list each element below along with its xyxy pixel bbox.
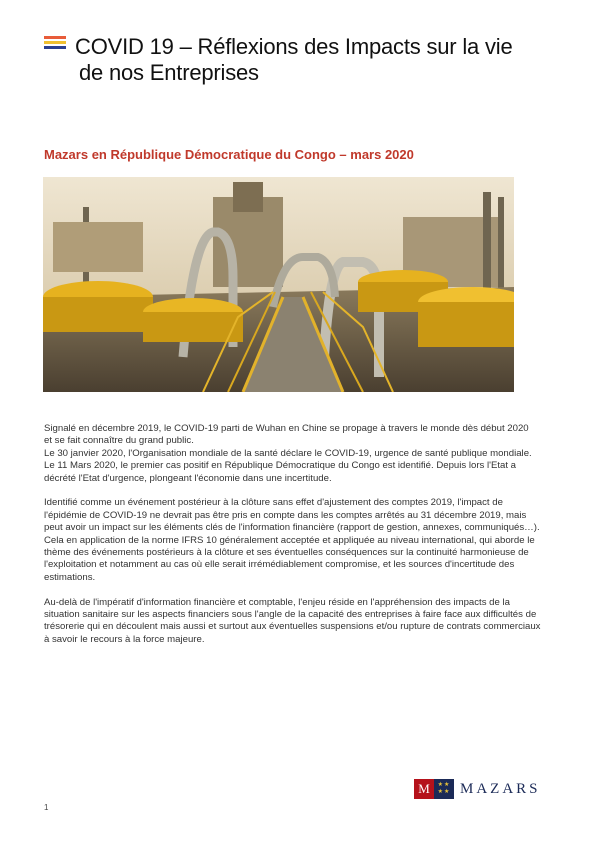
paragraph-1-line: et se fait connaître du grand public. — [44, 435, 194, 447]
paragraph-1 — [44, 423, 553, 485]
page-title — [75, 34, 575, 86]
title-line-2: de nos Entreprises — [79, 60, 259, 85]
flag-stripe-orange — [44, 36, 66, 39]
paragraph-2-line: l'exploitation et notamment au cas où elle serait irrémédiablement compromise, et les sources d'incertitude des — [44, 559, 515, 571]
paragraph-2-line: l'épidémie de COVID-19 ne devrait pas être pris en compte dans les comptes arrêtés au 31 décembre 2019, mais — [44, 509, 527, 521]
logo-initial: M — [414, 779, 434, 799]
paragraph-3-line: trésorerie qui en découlent mais aussi et surtout aux éventuelles suspensions et/ou rupture de contrats commerciaux — [44, 621, 541, 633]
flag-stripe-blue — [44, 46, 66, 49]
logo-wordmark: MAZARS — [460, 780, 541, 797]
paragraph-2 — [44, 497, 553, 584]
industrial-plant-photo — [43, 177, 514, 392]
page-number: 1 — [44, 803, 49, 812]
mazars-logo — [414, 779, 541, 799]
paragraph-1-line: Le 30 janvier 2020, l'Organisation mondiale de la santé déclare le COVID-19, urgence de santé publique mondiale. — [44, 447, 532, 459]
paragraph-1-line: décrété l'Etat d'urgence, plongeant l'économie dans une incertitude. — [44, 472, 332, 484]
body-text — [44, 423, 553, 659]
paragraph-1-line: Signalé en décembre 2019, le COVID-19 parti de Wuhan en Chine se propage à travers le monde dès début 2020 — [44, 423, 529, 434]
paragraph-3-line: à savoir le recours à la force majeure. — [44, 633, 205, 645]
paragraph-1-line: Le 11 Mars 2020, le premier cas positif en République Démocratique du Congo est identifié. Depuis lors l'Etat a — [44, 460, 517, 472]
paragraph-3-line: Au-delà de l'impératif d'information financière et comptable, l'enjeu réside en l'appréhension des impacts de la — [44, 596, 510, 608]
page-subtitle: Mazars en République Démocratique du Congo – mars 2020 — [44, 147, 414, 162]
paragraph-3-line: situation sanitaire sur les aspects financiers sous l'angle de la capacité des entreprises à faire face aux difficultés de — [44, 609, 537, 621]
flag-stripes-icon — [44, 36, 66, 51]
paragraph-2-line: estimations. — [44, 571, 96, 583]
paragraph-3 — [44, 597, 553, 647]
title-line-1: COVID 19 – Réflexions des Impacts sur la vie — [75, 34, 513, 59]
mazars-logo-mark — [414, 779, 454, 799]
paragraph-2-line: Cela en application de la norme IFRS 10 généralement acceptée et appliquée au niveau international, qui aborde le — [44, 534, 535, 546]
paragraph-2-line: peut avoir un impact sur les éléments clés de l'information financière (rapport de gestion, annexes, communiqués…). — [44, 522, 540, 534]
paragraph-2-line: thème des événements postérieurs à la clôture et ses éventuelles conséquences sur la continuité harmonieuse de — [44, 547, 529, 559]
paragraph-2-line: Identifié comme un événement postérieur à la clôture sans effet d'ajustement des comptes 2019, l'impact de — [44, 497, 503, 509]
stars-icon: ★★ ★★ — [437, 782, 451, 795]
flag-stripe-yellow — [44, 41, 66, 44]
